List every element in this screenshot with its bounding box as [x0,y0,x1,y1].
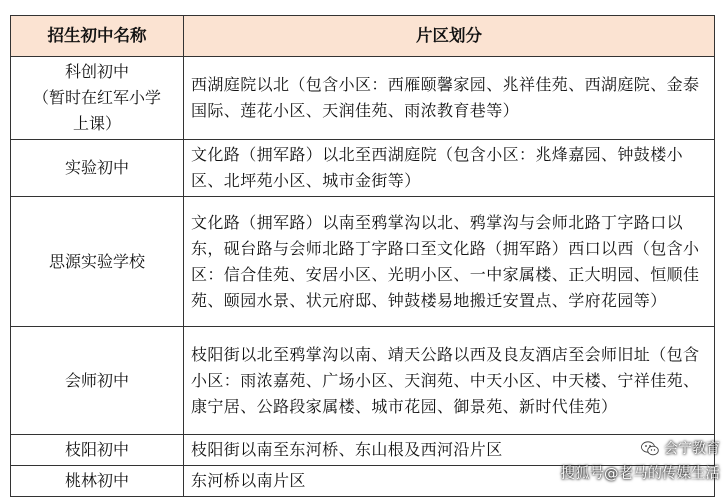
header-school-name: 招生初中名称 [11,16,184,57]
table-row [11,57,715,140]
school-name-line: 枝阳初中 [64,440,129,459]
school-name-line: 思源实验学校 [48,251,145,271]
school-name-cell [11,197,184,327]
watermark [561,438,721,483]
school-name-cell [11,140,184,197]
header-zone-division: 片区划分 [184,16,715,57]
table-row [11,140,715,197]
school-name-cell [11,57,184,140]
school-zoning-table [10,15,715,497]
school-name-cell [11,435,184,466]
zone-cell: 文化路（拥军路）以北至西湖庭院（包含小区：兆烽嘉园、钟鼓楼小区、北坪苑小区、城市金街等） [184,140,715,197]
school-name-line: 科创初中 [64,62,129,81]
table-header-row [11,16,715,57]
table-row [11,327,715,435]
school-name-line: （暂时在红军小学 [32,88,161,107]
zone-cell: 枝阳街以南至东河桥、东山根及西河沿片区 [184,435,715,466]
watermark-account: 会宁教育 [664,441,720,457]
school-name-cell [11,327,184,435]
watermark-credit: 搜狐号@老马的传媒生活 [560,466,720,482]
school-name-line: 实验初中 [64,158,129,177]
table-row [11,197,715,327]
school-name-line: 会师初中 [64,370,129,390]
zone-cell: 文化路（拥军路）以南至鸦掌沟以北、鸦掌沟与会师北路丁字路口以东，砚台路与会师北路丁字路口至文化路（拥军路）西口以西（包含小区：信合佳苑、安居小区、光明小区、一中家属楼、正大明园、恒顺佳苑、颐园水景、状元府邸、钟鼓楼易地搬迁安置点、学府花园等） [184,197,715,327]
school-name-cell [11,466,184,497]
zone-cell: 枝阳街以北至鸦掌沟以南、靖天公路以西及良友酒店至会师旧址（包含小区：雨浓嘉苑、广场小区、天润苑、中天小区、中天楼、宁祥佳苑、康宁居、公路段家属楼、城市花园、御景苑、新时代佳苑） [184,327,715,435]
school-name-line: 桃林初中 [64,471,129,490]
watermark-account-row [561,438,721,458]
school-name-line: 上课） [72,114,121,133]
zone-cell: 东河桥以南片区 [184,466,715,497]
wechat-icon [641,441,659,456]
zone-cell: 西湖庭院以北（包含小区：西雁颐馨家园、兆祥佳苑、西湖庭院、金泰国际、莲花小区、天润佳苑、雨浓教育巷等） [184,57,715,140]
